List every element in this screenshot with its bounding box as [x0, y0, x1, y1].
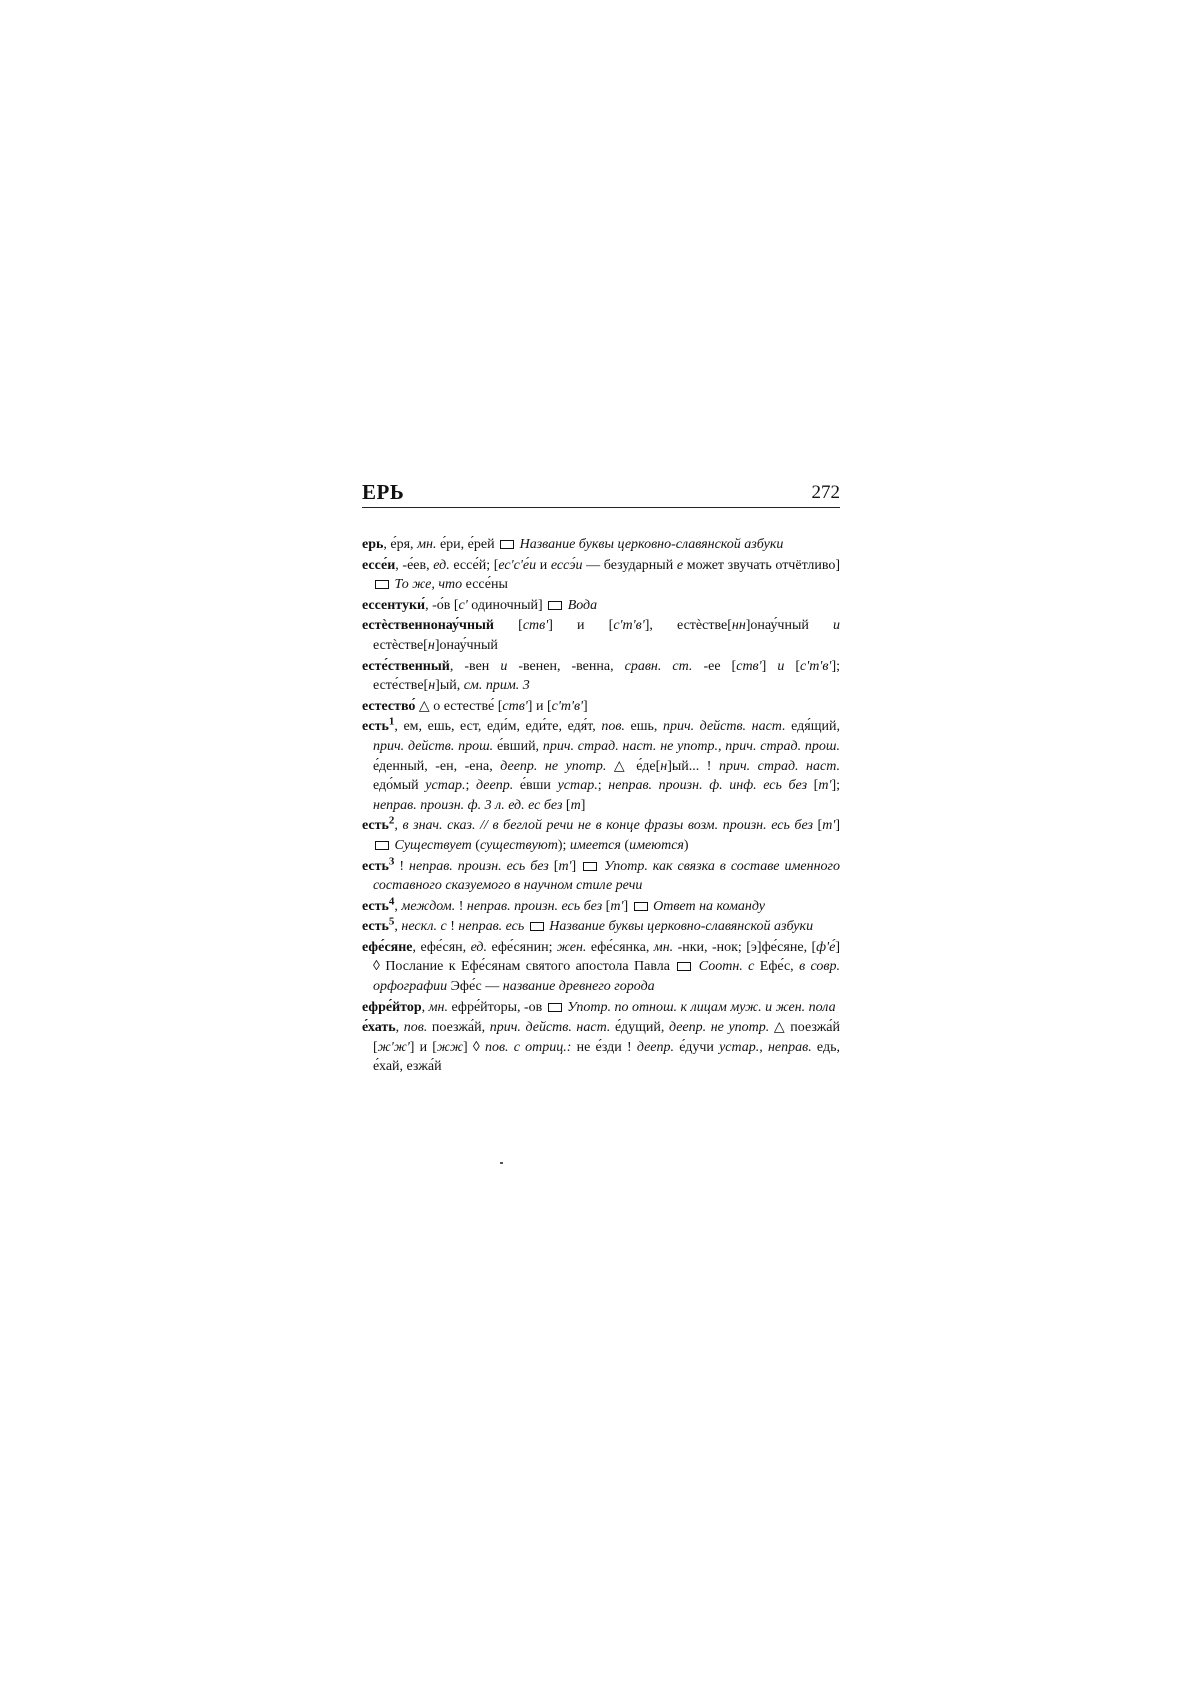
- entry-text: (: [620, 837, 630, 853]
- entry-text: , ем, ешь, ест, еди́м, еди́те, едя́т,: [394, 719, 602, 735]
- entry-text: -венен, -венна,: [507, 658, 625, 674]
- definition-box-icon: [677, 962, 691, 971]
- italic-annotation: Существует: [391, 837, 472, 853]
- italic-annotation: прич. страд. наст. не употр., прич. страд. прош.: [542, 738, 840, 754]
- entry-text: е́вши: [513, 778, 558, 794]
- homonym-index: 3: [388, 854, 395, 867]
- entry-text: е́дущий,: [610, 1020, 669, 1036]
- headword: е́хать: [362, 1020, 396, 1036]
- italic-annotation: устар.: [425, 778, 466, 794]
- entry-text: ]ый... !: [667, 758, 719, 774]
- entry-text: ;: [597, 778, 609, 794]
- headword: есте́ственный: [362, 658, 450, 674]
- italic-annotation: прич. действ. наст.: [662, 719, 786, 735]
- entry-text: ефе́сянка,: [586, 939, 654, 955]
- entry-text: [524, 919, 528, 934]
- entry-text: [: [812, 818, 823, 834]
- page-number: 272: [811, 482, 840, 503]
- italic-annotation: нескл. с: [401, 919, 447, 935]
- homonym-index: 1: [388, 715, 395, 728]
- dictionary-entry: [362, 616, 840, 655]
- entry-text: и: [536, 557, 551, 573]
- headword: есть: [362, 818, 389, 834]
- entry-text: ]онау́чный: [434, 637, 498, 653]
- running-head: ЕРЬ: [362, 480, 405, 504]
- italic-annotation: ств': [522, 618, 549, 634]
- entry-text: -нки, -нок; [э]фе́сяне, [: [673, 939, 817, 955]
- headword: ефе́сяне: [362, 939, 413, 955]
- headword: есть: [362, 898, 389, 914]
- entry-text: ессе́ны: [462, 577, 508, 593]
- definition-box-icon: [583, 862, 597, 871]
- headword: ессе́и: [362, 557, 396, 573]
- entry-text: е́дучи: [674, 1039, 720, 1055]
- entry-text: е́денный, -ен, -ена,: [373, 758, 501, 774]
- italic-annotation: н: [427, 637, 435, 653]
- italic-annotation: мн.: [428, 999, 449, 1015]
- italic-annotation: имеются: [629, 837, 684, 853]
- entry-text: ,: [421, 999, 429, 1015]
- definition-box-icon: [548, 601, 562, 610]
- homonym-index: 2: [388, 814, 395, 827]
- italic-annotation: деепр.: [476, 778, 514, 794]
- italic-annotation: ед.: [433, 557, 450, 573]
- entry-text: [: [807, 778, 819, 794]
- entry-text: ]: [761, 658, 778, 674]
- headword: есть: [362, 919, 389, 935]
- entry-text: ): [683, 837, 689, 853]
- italic-annotation: н: [660, 758, 668, 774]
- italic-annotation: с': [458, 597, 468, 613]
- headword: есть: [362, 858, 389, 874]
- headword: ерь: [362, 537, 384, 552]
- italic-annotation: , в знач. сказ. // в беглой речи не в конце фразы возм. произн. есь без: [394, 818, 813, 834]
- italic-annotation: То же, что: [391, 577, 463, 593]
- definition-box-icon: [375, 580, 389, 589]
- headword: ессентуки́: [362, 597, 426, 613]
- entry-text: [: [784, 658, 801, 674]
- italic-annotation: с'т'в': [613, 618, 645, 634]
- entry-text: ,: [395, 1020, 404, 1036]
- dictionary-entry: [362, 938, 840, 997]
- italic-annotation: н: [428, 678, 436, 694]
- entry-text: , ефе́сян,: [412, 939, 471, 955]
- entry-text: ] и [: [409, 1039, 437, 1055]
- entry-text: ];: [831, 778, 841, 794]
- definition-box-icon: [634, 902, 648, 911]
- entry-text: , -о́в [: [425, 597, 459, 613]
- dictionary-entry: [362, 556, 840, 595]
- italic-annotation: прич. действ. наст.: [489, 1020, 611, 1036]
- italic-annotation: мн.: [417, 537, 437, 552]
- definition-box-icon: [375, 841, 389, 850]
- homonym-index: 4: [388, 895, 395, 908]
- homonym-index: 5: [388, 915, 395, 928]
- italic-annotation: т': [822, 818, 836, 834]
- entry-text: , -е́ев,: [395, 557, 434, 573]
- italic-annotation: ед.: [470, 939, 488, 955]
- entry-text: едь, е́хай, езжа́й: [373, 1039, 840, 1075]
- italic-annotation: название древнего города: [502, 979, 655, 995]
- entry-text: ], естѐстве[: [644, 618, 732, 634]
- italic-annotation: мн.: [653, 939, 674, 955]
- entry-text: е́вший,: [493, 738, 543, 754]
- dictionary-entry: [362, 854, 840, 896]
- italic-annotation: ств': [736, 658, 762, 674]
- entry-text: ефре́йторы, -ов: [448, 999, 546, 1015]
- italic-annotation: Название буквы церковно-славянской азбуки: [545, 919, 814, 935]
- italic-annotation: существуют: [479, 837, 558, 853]
- italic-annotation: пов. с отриц.:: [484, 1039, 572, 1055]
- entry-text: [: [562, 797, 571, 813]
- entry-text: ;: [465, 778, 477, 794]
- italic-annotation: жж: [436, 1039, 463, 1055]
- dictionary-entry: [362, 535, 840, 555]
- italic-annotation: т: [570, 797, 581, 813]
- italic-annotation: в совр. орфографии: [373, 959, 840, 995]
- italic-annotation: деепр. не употр.: [668, 1020, 770, 1036]
- italic-annotation: прич. действ. прош.: [373, 738, 494, 754]
- entry-text: ]: [623, 898, 632, 914]
- headword: ефре́йтор: [362, 999, 422, 1015]
- definition-box-icon: [548, 1003, 562, 1012]
- entry-text: );: [557, 837, 570, 853]
- italic-annotation: имеется: [569, 837, 621, 853]
- entry-text: ] и [: [548, 618, 614, 634]
- entry-text: ессе́й; [: [449, 557, 499, 573]
- entry-text: ]: [580, 797, 586, 813]
- entry-text: ]онау́чный: [745, 618, 833, 634]
- entry-text: [: [548, 858, 559, 874]
- entry-text: [: [494, 618, 523, 634]
- italic-annotation: междом.: [401, 898, 456, 914]
- italic-annotation: ф'е́: [816, 939, 836, 955]
- entry-text: ешь,: [624, 719, 663, 735]
- italic-annotation: жен.: [556, 939, 587, 955]
- italic-annotation: пов.: [403, 1020, 428, 1036]
- dictionary-entry: [362, 596, 840, 616]
- italic-annotation: ж'ж': [377, 1039, 410, 1055]
- entry-text: ] ◊: [462, 1039, 485, 1055]
- italic-annotation: т': [610, 898, 624, 914]
- italic-annotation: ес'с'е́и: [498, 557, 537, 573]
- dictionary-entry: [362, 897, 840, 917]
- italic-annotation: Название буквы церковно-славянской азбуки: [516, 537, 784, 552]
- entry-text: , -вен: [449, 658, 501, 674]
- entry-text: ,: [394, 898, 402, 914]
- headword: естество́: [362, 698, 416, 714]
- dictionary-entry: [362, 998, 840, 1018]
- italic-annotation: неправ. произн. ф. инф.: [608, 778, 757, 794]
- italic-annotation: Вода: [564, 597, 598, 613]
- italic-annotation: Употр. как связка в составе именного составного сказуемого в научном стиле речи: [373, 858, 840, 894]
- italic-annotation: неправ. произн. ф. 3 л. ед.: [373, 797, 525, 813]
- italic-annotation: неправ. есь: [458, 919, 525, 935]
- entry-text: ]; есте́стве[: [373, 658, 840, 694]
- headword: естѐственнонау́чный: [362, 618, 495, 634]
- dictionary-entry: [362, 657, 840, 696]
- italic-annotation: и: [833, 618, 840, 634]
- italic-annotation: с'т'в': [800, 658, 832, 674]
- entry-text: △ о естестве́ [: [415, 698, 503, 714]
- entry-text: !: [446, 919, 459, 935]
- entry-text: Ефе́с,: [754, 959, 800, 975]
- italic-annotation: ств': [502, 698, 528, 714]
- dictionary-entries: [362, 535, 840, 1078]
- entry-text: ,: [394, 919, 402, 935]
- italic-annotation: ессэ́и: [550, 557, 583, 573]
- header-rule: [362, 507, 840, 508]
- entry-text: ] ◊ Послание к Ефе́сянам святого апостола Павла: [373, 939, 840, 975]
- italic-annotation: пов.: [601, 719, 625, 735]
- entry-text: поезжа́й,: [427, 1020, 490, 1036]
- italic-annotation: Соотн. с: [693, 959, 755, 975]
- dictionary-entry: [362, 917, 840, 937]
- italic-annotation: Ответ на команду: [649, 898, 765, 914]
- dictionary-entry: [362, 717, 840, 815]
- entry-text: △ е́де[: [606, 758, 661, 774]
- dictionary-entry: [362, 816, 840, 855]
- entry-text: — безударный: [582, 557, 677, 573]
- italic-annotation: есь без: [763, 778, 808, 794]
- italic-annotation: ес без: [528, 797, 563, 813]
- dictionary-entry: [362, 1018, 840, 1077]
- entry-text: может звучать отчётливо]: [683, 557, 840, 573]
- entry-text: не е́зди !: [571, 1039, 637, 1055]
- definition-box-icon: [500, 540, 514, 549]
- headword: есть: [362, 719, 389, 735]
- italic-annotation: т': [558, 858, 572, 874]
- entry-text: ]: [835, 818, 840, 834]
- italic-annotation: устар.: [557, 778, 598, 794]
- entry-text: ] и [: [527, 698, 552, 714]
- page-header: [362, 480, 840, 510]
- dictionary-entry: [362, 697, 840, 717]
- definition-box-icon: [530, 922, 544, 931]
- print-speck: [500, 1162, 503, 1164]
- entry-text: е́ри, е́рей: [436, 537, 499, 552]
- italic-annotation: и: [777, 658, 785, 674]
- italic-annotation: сравн. ст.: [624, 658, 693, 674]
- italic-annotation: деепр. не употр.: [500, 758, 607, 774]
- italic-annotation: устар., неправ.: [719, 1039, 812, 1055]
- italic-annotation: см. прим. 3: [463, 678, 530, 694]
- entry-text: ефе́сянин;: [487, 939, 557, 955]
- italic-annotation: и: [500, 658, 508, 674]
- italic-annotation: с'т'в': [551, 698, 584, 714]
- entry-text: Эфе́с —: [447, 979, 503, 995]
- entry-text: ]: [571, 858, 582, 874]
- entry-text: ]ый,: [435, 678, 464, 694]
- entry-text: едо́мый: [373, 778, 426, 794]
- entry-text: , е́ря,: [383, 537, 418, 552]
- entry-text: △ поезжа́й [: [373, 1020, 840, 1055]
- italic-annotation: неправ. произн. есь без: [409, 858, 549, 874]
- italic-annotation: т': [818, 778, 832, 794]
- italic-annotation: деепр.: [636, 1039, 674, 1055]
- entry-text: !: [394, 858, 410, 874]
- entry-text: едя́щий,: [785, 719, 841, 735]
- entry-text: ]: [583, 698, 588, 714]
- italic-annotation: неправ. произн. есь без: [466, 898, 603, 914]
- italic-annotation: прич. страд. наст.: [718, 758, 840, 774]
- entry-text: одиночный]: [467, 597, 547, 613]
- entry-text: [: [602, 898, 611, 914]
- entry-text: !: [455, 898, 467, 914]
- entry-text: -ее [: [692, 658, 737, 674]
- italic-annotation: нн: [731, 618, 746, 634]
- entry-text: естѐстве[: [373, 637, 428, 653]
- entry-text: (: [471, 837, 480, 853]
- italic-annotation: Употр. по отнош. к лицам муж. и жен. пола: [563, 999, 836, 1015]
- italic-annotation: е: [676, 557, 684, 573]
